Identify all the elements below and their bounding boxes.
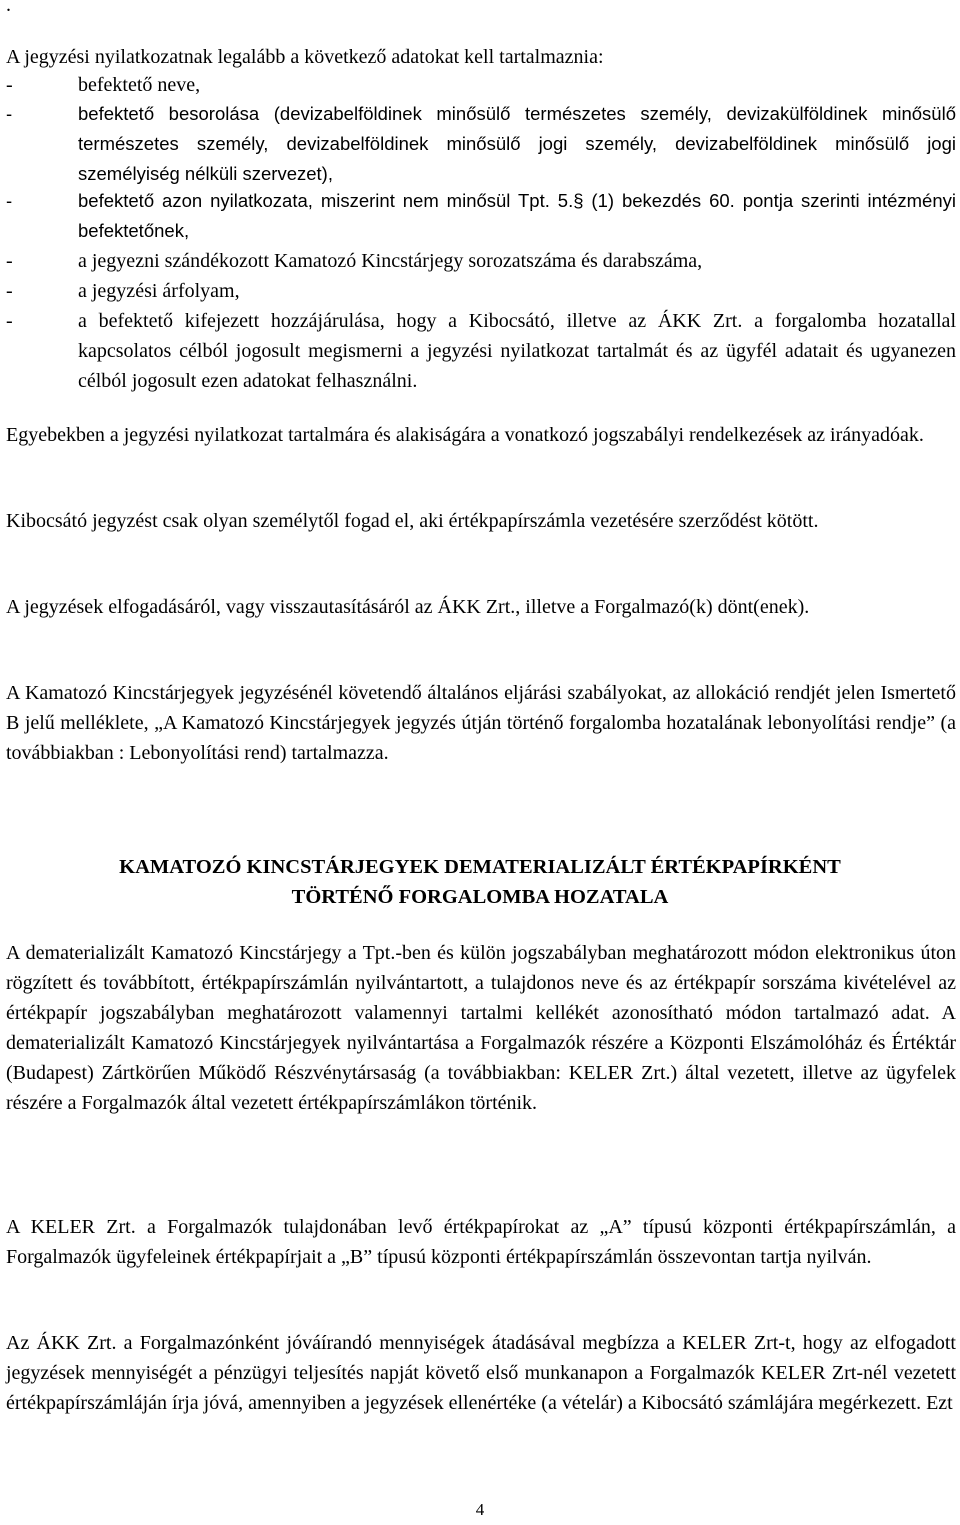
section-heading — [0, 852, 960, 912]
list-item-text: befektető azon nyilatkozata, miszerint nem minősül Tpt. 5.§ (1) bekezdés 60. pontja szerinti intézményi befektetőnek, — [78, 190, 956, 241]
list-item-text: befektető neve, — [78, 74, 201, 96]
page-number: 4 — [475, 1500, 485, 1519]
section-paragraph: A KELER Zrt. a Forgalmazók tulajdonában levő értékpapírokat az „A” típusú központi értékpapírszámlán, a Forgalmazók ügyfeleinek értékpapírjait a „B” típusú központi értékpapírszámlán összevontan tartja nyilván. — [6, 1216, 956, 1268]
list-item-text: a jegyzési árfolyam, — [78, 280, 240, 302]
list-item-text: a jegyezni szándékozott Kamatozó Kincstárjegy sorozatszáma és darabszáma, — [78, 250, 703, 272]
section-heading-line1: KAMATOZÓ KINCSTÁRJEGYEK DEMATERIALIZÁLT ÉRTÉKPAPÍRKÉNT — [119, 856, 841, 878]
paragraph: A jegyzések elfogadásáról, vagy visszautasításáról az ÁKK Zrt., illetve a Forgalmazó(k) dönt(enek). — [6, 596, 810, 618]
list-item-text: befektető besorolása (devizabelföldinek minősülő természetes személy, devizakülföldinek minősülő természetes személy, devizabelföldinek minősülő jogi személy, devizabelföldinek minősülő jogi személyiség nélküli szervezet), — [78, 103, 956, 184]
list-dash: - — [6, 280, 13, 302]
list-dash: - — [6, 310, 13, 332]
list-dash: - — [6, 103, 13, 124]
section-paragraph: Az ÁKK Zrt. a Forgalmazónként jóváírandó mennyiségek átadásával megbízza a KELER Zrt-t, hogy az elfogadott jegyzések mennyiségét a pénzügyi teljesítés napját követő első munkanapon a Forgalmazók KELER Zrt-nél vezetett értékpapírszámláján írja jóvá, amennyiben a jegyzések ellenértéke (a vételár) a Kibocsátó számlájára megérkezett. Ezt — [6, 1332, 956, 1414]
list-dash: - — [6, 190, 13, 211]
list-dash: - — [6, 74, 13, 96]
stray-dot: . — [6, 0, 11, 16]
paragraph: Egyebekben a jegyzési nyilatkozat tartalmára és alakiságára a vonatkozó jogszabályi rendelkezések az irányadóak. — [6, 424, 924, 446]
section-heading-line2: TÖRTÉNŐ FORGALOMBA HOZATALA — [291, 886, 669, 908]
list-dash: - — [6, 250, 13, 272]
paragraph: Kibocsátó jegyzést csak olyan személytől fogad el, aki értékpapírszámla vezetésére szerződést kötött. — [6, 510, 819, 532]
paragraph: A Kamatozó Kincstárjegyek jegyzésénél követendő általános eljárási szabályokat, az allokáció rendjét jelen Ismertető B jelű melléklete, „A Kamatozó Kincstárjegyek jegyzés útján történő forgalomba hozatalának lebonyolítási rendje” (a továbbiakban : Lebonyolítási rend) tartalmazza. — [6, 682, 956, 764]
list-item-text: a befektető kifejezett hozzájárulása, hogy a Kibocsátó, illetve az ÁKK Zrt. a forgalomba hozatallal kapcsolatos célból jogosult megismerni a jegyzési nyilatkozat tartalmát és az ügyfél adatait és ugyanezen célból jogosult ezen adatokat felhasználni. — [78, 310, 956, 392]
section-paragraph: A dematerializált Kamatozó Kincstárjegy a Tpt.-ben és külön jogszabályban meghatározott módon elektronikus úton rögzített és továbbított, értékpapírszámlán nyilvántartott, a tulajdonos neve és az értékpapír sorszáma kivételével az értékpapír jogszabályban meghatározott valamennyi tartalmi kellékét azonosítható módon tartalmazó adat. A dematerializált Kamatozó Kincstárjegyek nyilvántartása a Forgalmazók részére a Központi Elszámolóház és Értéktár (Budapest) Zártkörűen Működő Részvénytársaság (a továbbiakban: KELER Zrt.) által vezetett, illetve az ügyfelek részére a Forgalmazók által vezetett értékpapírszámlákon történik. — [6, 942, 956, 1114]
intro-paragraph: A jegyzési nyilatkozatnak legalább a következő adatokat kell tartalmaznia: — [6, 46, 604, 68]
